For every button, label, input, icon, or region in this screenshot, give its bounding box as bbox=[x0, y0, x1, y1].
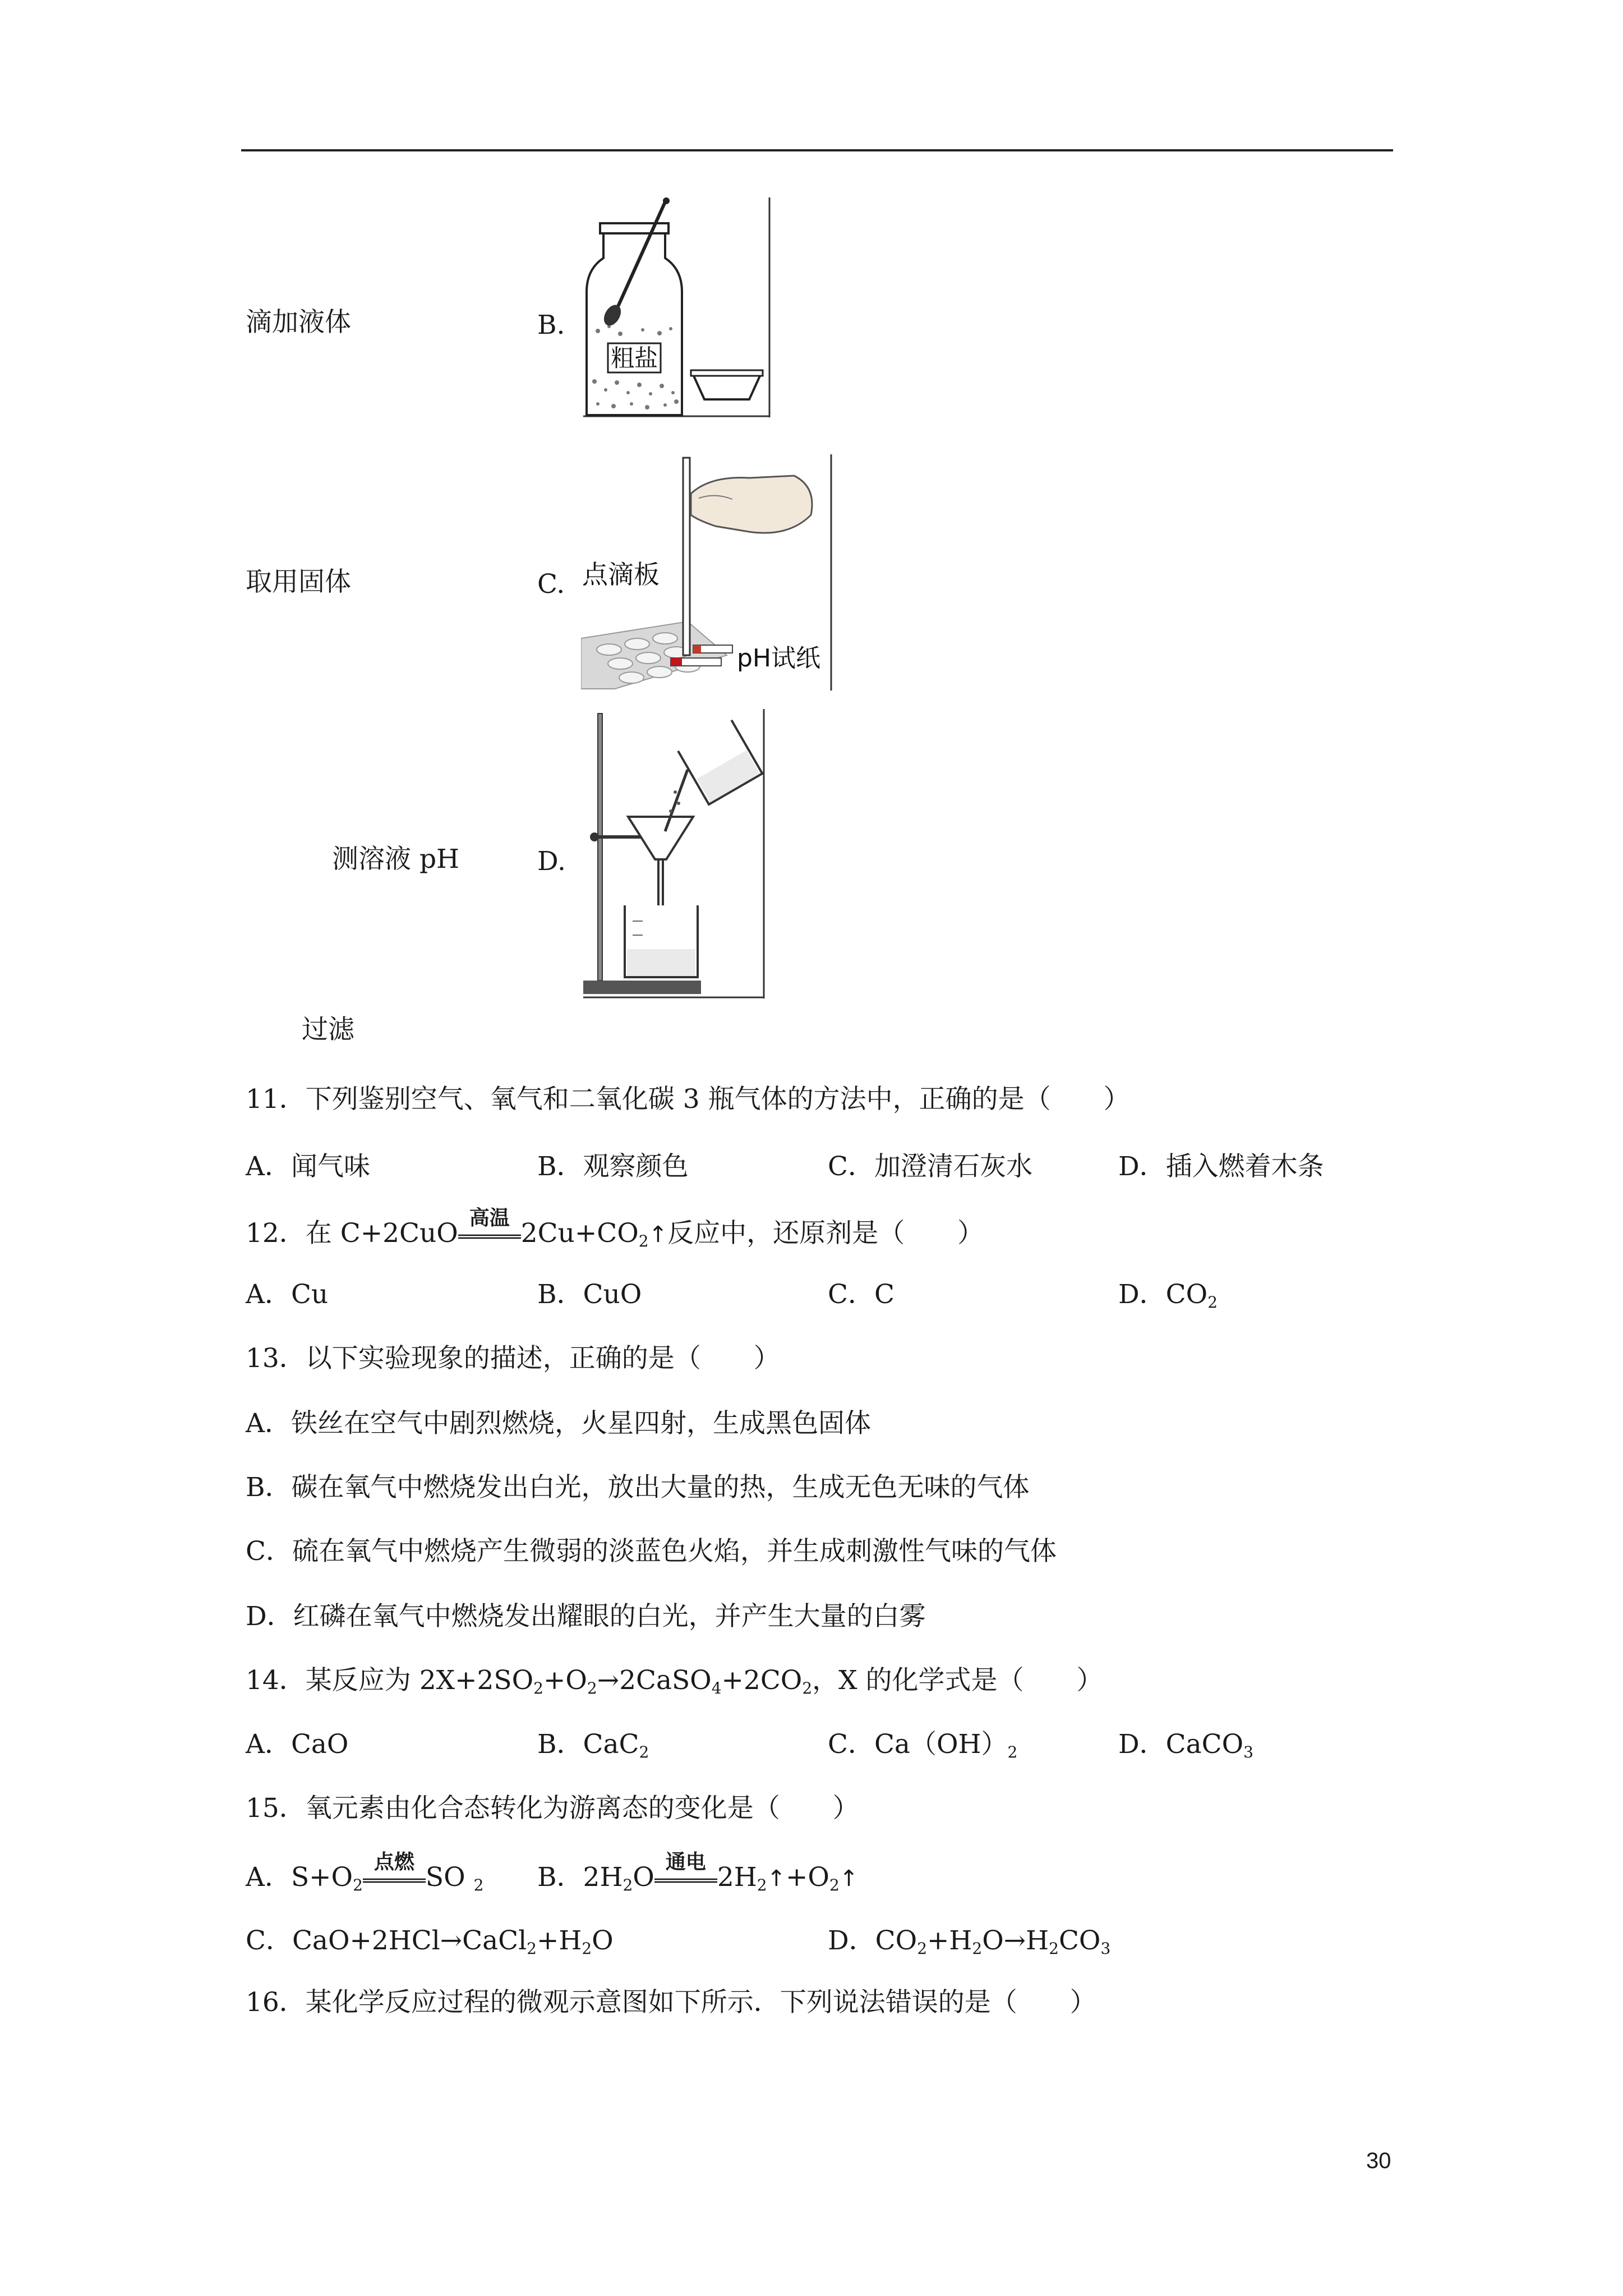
q12-option-a: A．Cu bbox=[246, 1279, 329, 1310]
q15-option-d: D．$CO_2+H_2O\to H_2CO_3$ bbox=[828, 1925, 1111, 1958]
option-b-letter: B. bbox=[537, 310, 565, 341]
q15-option-b: B．$2H_2O$ 通电 $2H_2↑+O_2↑$ bbox=[537, 1851, 859, 1894]
q15-option-c: C．$CaO+2HCl\to CaCl_2+H_2O$ bbox=[246, 1925, 614, 1958]
q11-option-a: A．闻气味 bbox=[246, 1151, 370, 1182]
q11-stem: 11．下列鉴别空气、氧气和二氧化碳 3 瓶气体的方法中，正确的是（ ） bbox=[246, 1084, 1130, 1115]
q12-option-b: B．CuO bbox=[537, 1279, 642, 1310]
option-c-label: 测溶液 pH bbox=[332, 844, 460, 875]
fig-filtration bbox=[581, 708, 766, 1000]
option-c-letter: C. bbox=[537, 569, 565, 600]
q15-stem: 15．氧元素由化合态转化为游离态的变化是（ ） bbox=[246, 1793, 859, 1824]
option-d-letter: D. bbox=[537, 846, 566, 877]
q11-option-c: C．加澄清石灰水 bbox=[828, 1151, 1032, 1182]
q12-condition: 高温 bbox=[469, 1207, 510, 1230]
q14-option-c: C．$Ca(OH)_2$ bbox=[828, 1729, 1018, 1761]
q14-option-d: D．CaCO$_3$ bbox=[1118, 1729, 1253, 1761]
fig-ph-test bbox=[581, 453, 833, 692]
q14-option-a: A．CaO bbox=[246, 1729, 349, 1760]
q16-stem: 16．某化学反应过程的微观示意图如下所示．下列说法错误的是（ ） bbox=[246, 1987, 1096, 2018]
page-number: 30 bbox=[1366, 2148, 1391, 2173]
q12-stem: 12．在 C+2CuO 高温 $2Cu+CO_2↑$反应中，还原剂是（ ） bbox=[246, 1207, 984, 1250]
q13-option-d: D．红磷在氧气中燃烧发出耀眼的白光，并产生大量的白雾 bbox=[246, 1601, 926, 1632]
q12-option-d: D．$CO_2$ bbox=[1118, 1279, 1218, 1312]
q14-option-b: B．CaC$_2$ bbox=[537, 1729, 649, 1761]
fig-solid-spoon bbox=[581, 196, 772, 418]
q13-option-c: C．硫在氧气中燃烧产生微弱的淡蓝色火焰，并生成刺激性气味的气体 bbox=[246, 1536, 1057, 1567]
header-rule bbox=[241, 149, 1393, 151]
q14-stem: 14．某反应为 $2X+2SO_2+O_2\to 2CaSO_4+2CO_2$，X 的化学式是（ ） bbox=[246, 1665, 1103, 1697]
q15-b-condition: 通电 bbox=[665, 1851, 706, 1874]
q13-stem: 13．以下实验现象的描述，正确的是（ ） bbox=[246, 1343, 780, 1374]
plate-label: 点滴板 bbox=[582, 559, 660, 590]
q12-option-c: C．C bbox=[828, 1279, 895, 1310]
paper-label: pH试纸 bbox=[737, 644, 821, 673]
q11-option-b: B．观察颜色 bbox=[537, 1151, 689, 1182]
q13-option-b: B．碳在氧气中燃烧发出白光，放出大量的热，生成无色无味的气体 bbox=[246, 1472, 1030, 1503]
jar-label: 粗盐 bbox=[610, 344, 658, 372]
q11-option-d: D．插入燃着木条 bbox=[1118, 1151, 1324, 1182]
option-a-label: 滴加液体 bbox=[246, 307, 351, 338]
option-b-label: 取用固体 bbox=[246, 567, 351, 597]
q15-option-a: A．$S+O_2$ 点燃 SO $_2$ bbox=[246, 1851, 484, 1894]
q13-option-a: A．铁丝在空气中剧烈燃烧，火星四射，生成黑色固体 bbox=[246, 1408, 871, 1439]
option-d-label: 过滤 bbox=[302, 1014, 354, 1045]
q15-a-condition: 点燃 bbox=[374, 1851, 414, 1874]
